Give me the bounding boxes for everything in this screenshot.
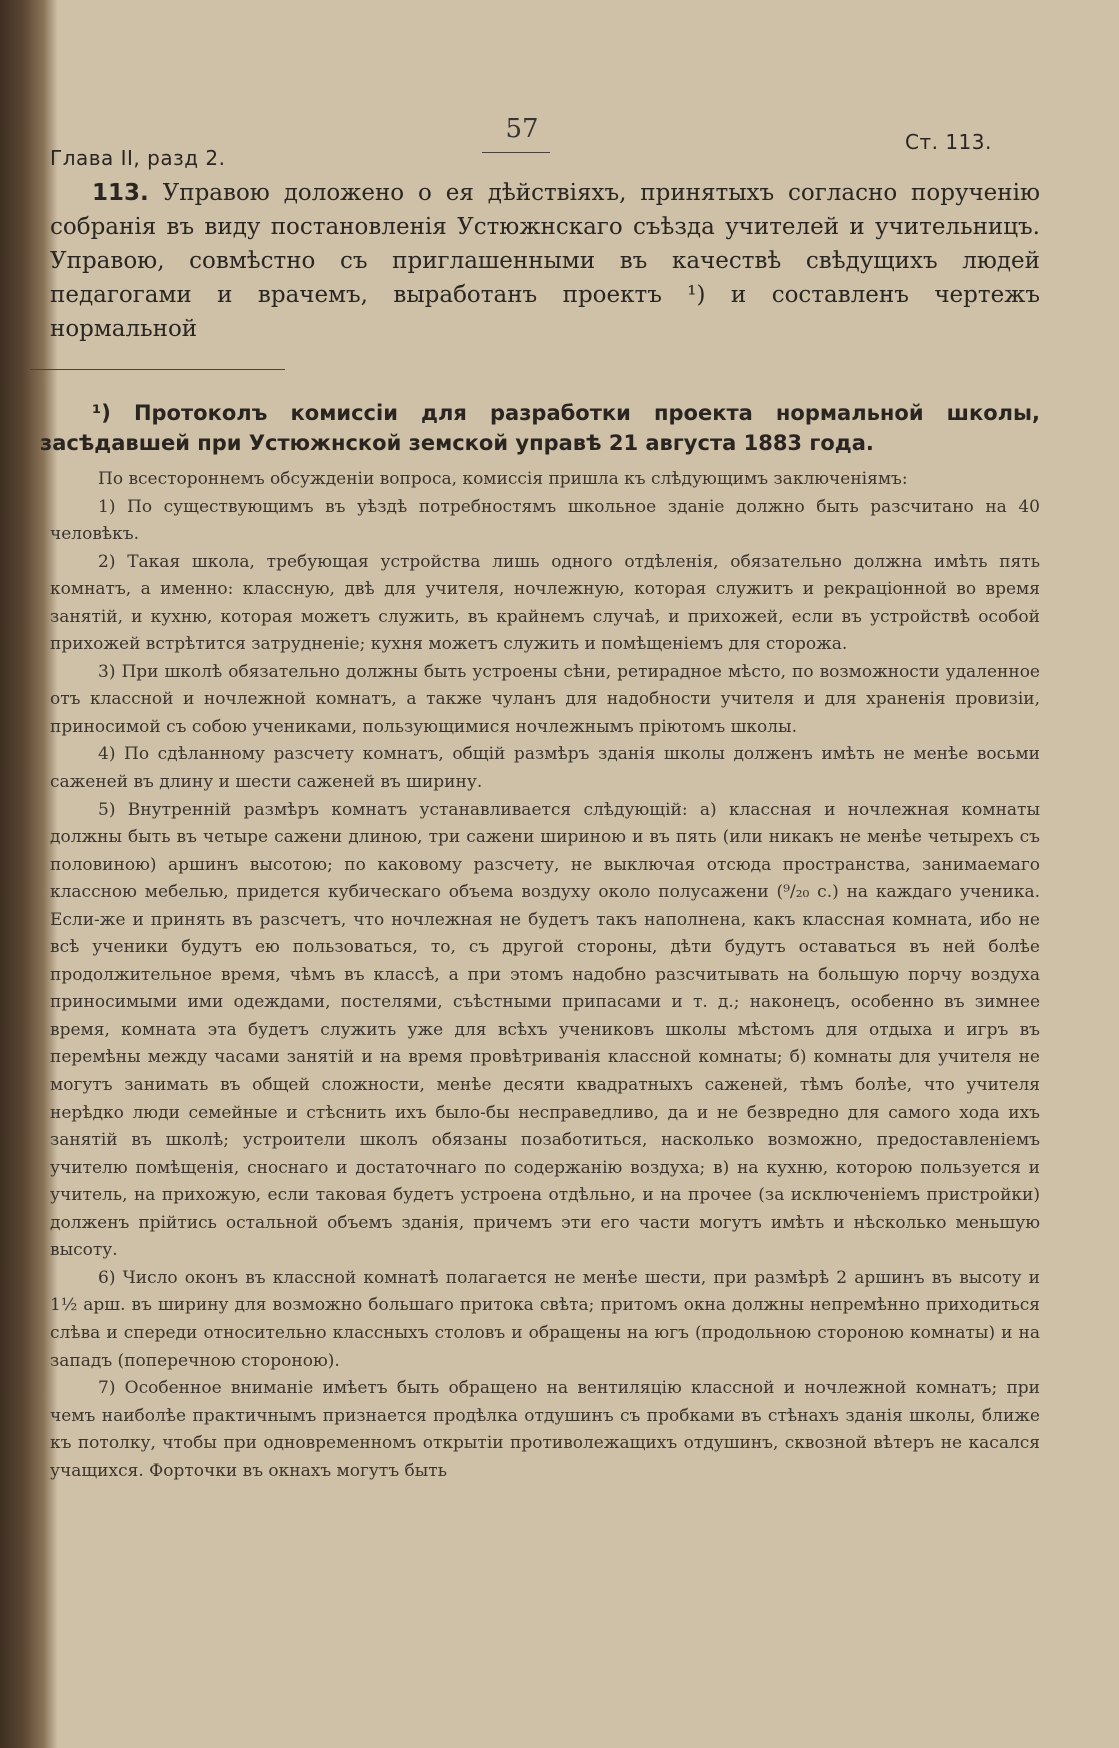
- footnote-separator: [30, 369, 285, 370]
- footnote-marker: ¹): [92, 401, 111, 425]
- main-text: [50, 176, 1040, 346]
- item-number: 113.: [92, 180, 149, 206]
- footnote-paragraph: 7) Особенное вниманіе имѣетъ быть обращено на вентиляцію классной и ночлежной комнатъ; при чемъ наиболѣе практичнымъ признается продѣлка отдушинъ съ пробками въ стѣнахъ зданія школы, ближе къ потолку, чтобы при одновременномъ открытіи противолежащихъ отдушинъ, сквозной вѣтеръ не касался учащихся. Форточки въ окнахъ могутъ быть: [50, 1378, 1040, 1481]
- footnote-title: [40, 398, 1040, 458]
- footnote-paragraph: 3) При школѣ обязательно должны быть устроены сѣни, ретирадное мѣсто, по возможности удаленное отъ классной и ночлежной комнатъ, а также чуланъ для надобности учителя и для храненія провизіи, приносимой съ собою учениками, пользующимися ночлежнымъ пріютомъ школы.: [50, 661, 1040, 737]
- footnote-paragraph: 2) Такая школа, требующая устройства лишь одного отдѣленія, обязательно должна имѣть пять комнатъ, а именно: классную, двѣ для учителя, ночлежную, которая служитъ и рекраціонной во время занятій, и кухню, которая можетъ служить, въ крайнемъ случаѣ, и прихожей, если въ устройствѣ особой прихожей встрѣтится затрудненіе; кухня можетъ служить и помѣщеніемъ для сторожа.: [50, 551, 1040, 655]
- footnote-body: [50, 466, 1040, 1485]
- footnote-paragraph: 1) По существующимъ въ уѣздѣ потребностямъ школьное зданіе должно быть разсчитано на 40 человѣкъ.: [50, 496, 1040, 545]
- footnote-paragraph: 6) Число оконъ въ классной комнатѣ полагается не менѣе шести, при размѣрѣ 2 аршинъ въ высоту и 1½ арш. въ ширину для возможно большаго притока свѣта; притомъ окна должны непремѣнно приходиться слѣва и спереди относительно классныхъ столовъ и обращены на югъ (продольною стороною комнаты) и на западъ (поперечною стороною).: [50, 1267, 1040, 1371]
- footnote-paragraph: 5) Внутренній размѣръ комнатъ устанавливается слѣдующій: а) классная и ночлежная комнаты должны быть въ четыре сажени длиною, три сажени шириною и въ пять (или никакъ не менѣе четырехъ съ половиною) аршинъ высотою; по каковому разсчету, не выключая отсюда пространства, занимаемаго классною мебелью, придется кубическаго объема воздуху около полусажени (⁹/₂₀ с.) на каждаго ученика. Если-же и принять въ разсчетъ, что ночлежная не будетъ такъ наполнена, какъ классная комната, ибо не всѣ ученики будутъ ею пользоваться, то, съ другой стороны, дѣти будутъ оставаться въ ней болѣе продолжительное время, чѣмъ въ классѣ, а при этомъ надобно разсчитывать на большую порчу воздуха приносимыми ими одеждами, постелями, съѣстными припасами и т. д.; наконецъ, особенно въ зимнее время, комната эта будетъ служить уже для всѣхъ учениковъ школы мѣстомъ для отдыха и игръ въ перемѣны между часами занятій и на время провѣтриванія классной комнаты; б) комнаты для учителя не могутъ занимать въ общей сложности, менѣе десяти квадратныхъ саженей, тѣмъ болѣе, что учителя нерѣдко люди семейные и стѣснить ихъ было-бы несправедливо, да и не безвредно для самого хода ихъ занятій въ школѣ; устроители школъ обязаны позаботиться, насколько возможно, предоставленіемъ учителю помѣщенія, сноснаго и достаточнаго по содержанію воздуха; в) на кухню, которою пользуется и учитель, на прихожую, если таковая будетъ устроена отдѣльно, и на прочее (за исключеніемъ пристройки) долженъ прійтись остальной объемъ зданія, причемъ эти его части могутъ имѣть и нѣсколько меньшую высоту.: [50, 799, 1040, 1261]
- article-header: Ст. 113.: [905, 130, 992, 154]
- footnote-paragraph: По всестороннемъ обсужденіи вопроса, комиссія пришла къ слѣдующимъ заключеніямъ:: [98, 469, 908, 489]
- footnote-title-text: Протоколъ комиссіи для разработки проекта нормальной школы, засѣдавшей при Устюжнской земской управѣ 21 августа 1883 года.: [40, 401, 1041, 455]
- footnote-paragraph: 4) По сдѣланному разсчету комнатъ, общій размѣръ зданія школы долженъ имѣть не менѣе восьми саженей въ длину и шести саженей въ ширину.: [50, 744, 1040, 793]
- main-paragraph: [50, 176, 1040, 346]
- page-number-rule: [482, 152, 550, 153]
- page-number: 57: [505, 114, 539, 144]
- main-paragraph-text: Управою доложено о ея дѣйствіяхъ, принятыхъ согласно порученію собранія въ виду постановленія Устюжнскаго съѣзда учителей и учительницъ. Управою, совмѣстно съ приглашенными въ качествѣ свѣдущихъ людей педагогами и врачемъ, выработанъ проектъ ¹) и составленъ чертежъ нормальной: [50, 180, 1040, 342]
- chapter-header: Глава II, разд 2.: [50, 146, 226, 170]
